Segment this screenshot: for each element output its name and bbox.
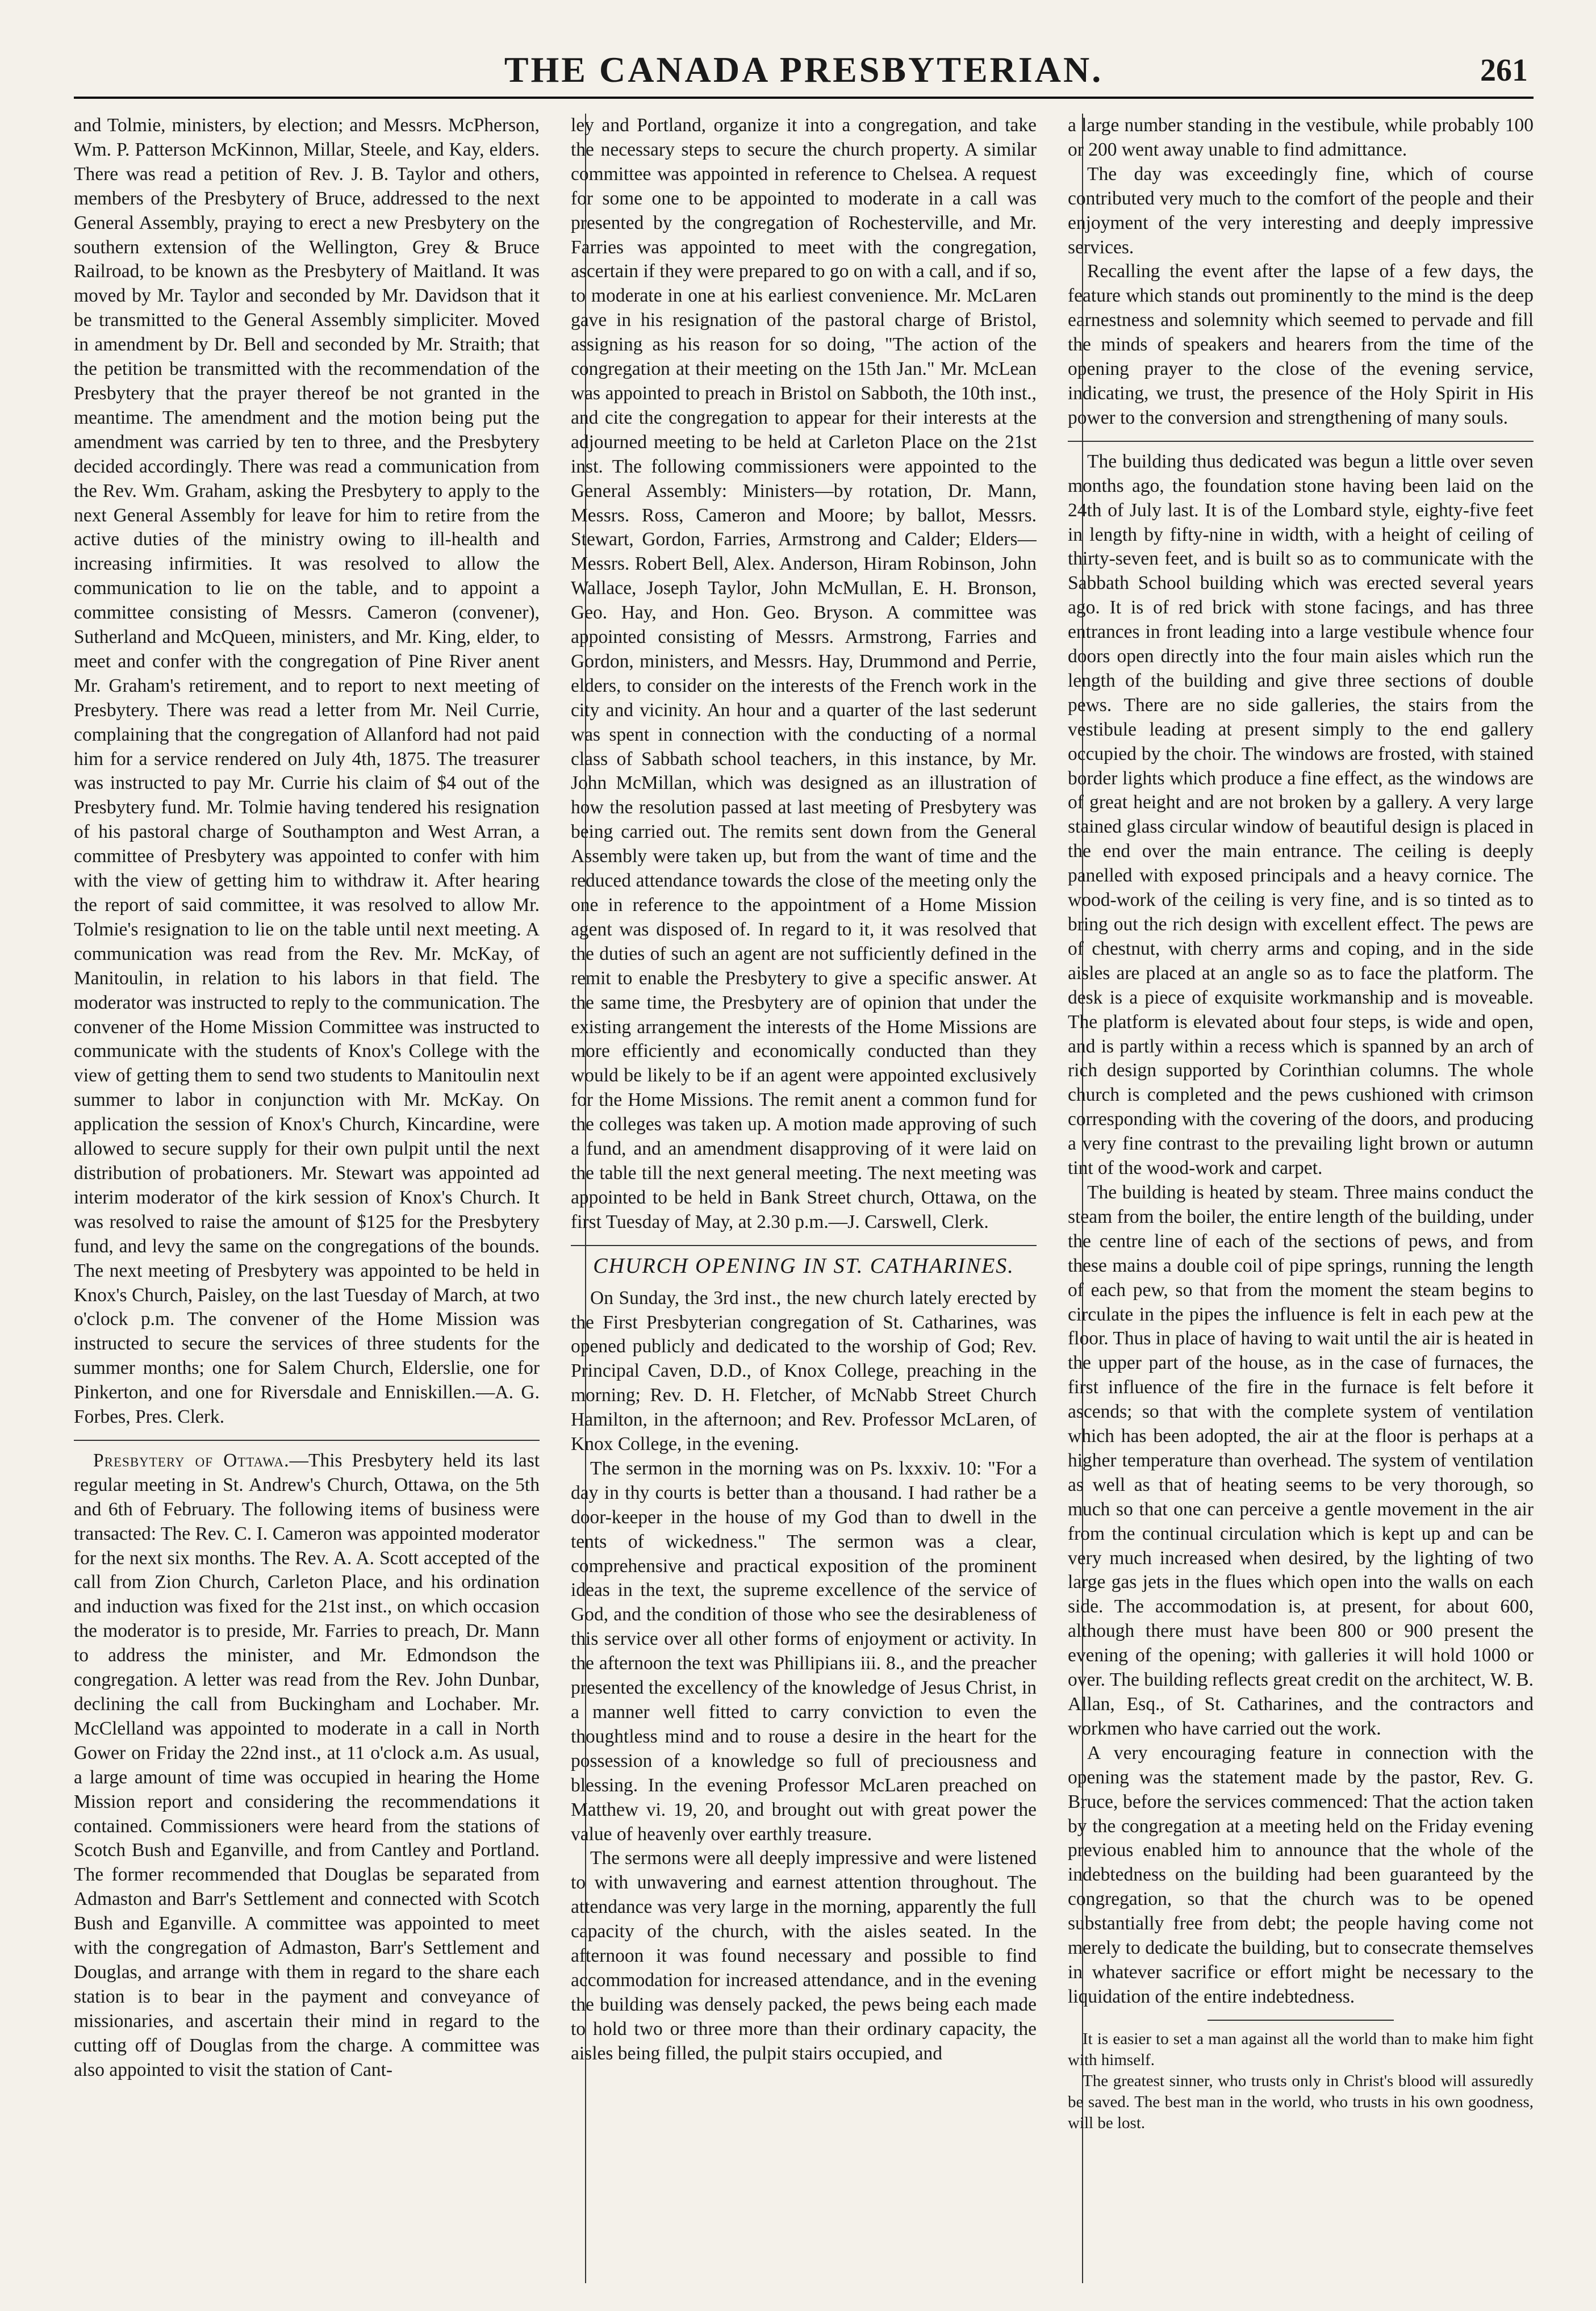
- paragraph: and Tolmie, ministers, by election; and Messrs. McPherson, Wm. P. Patterson McKinnon, Millar, Steele, and Kay, elders. There was read a petition of Rev. J. B. Taylor and others, members of the Presbytery of Bruce, addressed to the next General Assembly, praying to erect a new Presbytery on the southern extension of the Wellington, Grey & Bruce Railroad, to be known as the Presbytery of Maitland. It was moved by Mr. Taylor and seconded by Mr. Davidson that it be transmitted to the General Assembly simpliciter. Moved in amendment by Dr. Bell and seconded by Mr. Straith; that the petition be transmitted with the recommendation of the Presbytery that the prayer thereof be not granted in the meantime. The amendment and the motion being put the amendment was carried by ten to three, and the Presbytery decided accordingly. There was read a communication from the Rev. Wm. Graham, asking the Presbytery to apply to the next General Assembly for leave for him to retire from the active duties of the ministry owing to ill-health and increasing infirmities. It was resolved to allow the communication to lie on the table, and to appoint a committee consisting of Messrs. Cameron (convener), Sutherland and McQueen, ministers, and Mr. King, elder, to meet and confer with the congregation of Pine River anent Mr. Graham's retirement, and to report to next meeting of Presbytery. There was read a letter from Mr. Neil Currie, complaining that the congregation of Allanford had not paid him for a service rendered on July 4th, 1875. The treasurer was instructed to pay Mr. Currie his claim of $4 out of the Presbytery fund. Mr. Tolmie having tendered his resignation of his pastoral charge of Southampton and West Arran, a committee of Presbytery was appointed to confer with him with the view of getting him to withdraw it. After hearing the report of said committee, it was resolved to allow Mr. Tolmie's resignation to lie on the table until next meeting. A communication was read from the Rev. Mr. McKay, of Manitoulin, in relation to his labors in that field. The moderator was instructed to reply to the communication. The convener of the Home Mission Committee was instructed to communicate with the students of Knox's College with the view of getting them to send two students to Manitoulin next summer to labor in conjunction with Mr. McKay. On application the session of Knox's Church, Kincardine, were allowed to secure supply for their own pulpit until the next distribution of probationers. Mr. Stewart was appointed ad interim moderator of the kirk session of Knox's Church. It was resolved to raise the amount of $125 for the Presbytery fund, and levy the same on the congregations of the bounds. The next meeting of Presbytery was appointed to be held in Knox's Church, Paisley, on the last Tuesday of March, at two o'clock p.m. The convener of the Home Mission was instructed to secure the services of three students for the summer months; one for Salem Church, Elderslie, one for Pinkerton, and one for Riversdale and Enniskillen.—A. G. Forbes, Pres. Clerk.: [74, 115, 540, 1428]
- column-2: [571, 114, 1037, 2289]
- paragraph: ley and Portland, organize it into a congregation, and take the necessary steps to secure the church property. A similar committee was appointed in reference to Chelsea. A request for some one to be appointed to moderate in a call was presented by the congregation of Rochesterville, and Mr. Farries was appointed to meet with the congregation, ascertain if they were prepared to go on with a call, and if so, to moderate in one at his earliest convenience. Mr. McLaren gave in his resignation of the pastoral charge of Bristol, assigning as his reason for so doing, "The action of the congregation at their meeting on the 15th Jan." Mr. McLean was appointed to preach in Bristol on Sabboth, the 10th inst., and cite the congregation to appear for their interests at the adjourned meeting to be held at Carleton Place on the 21st inst. The following commissioners were appointed to the General Assembly: Ministers—by rotation, Dr. Mann, Messrs. Ross, Cameron and Moore; by ballot, Messrs. Stewart, Gordon, Farries, Armstrong and Calder; Elders—Messrs. Robert Bell, Alex. Anderson, Hiram Robinson, John Wallace, Joseph Taylor, John McMullan, E. H. Bronson, Geo. Hay, and Hon. Geo. Bryson. A committee was appointed consisting of Messrs. Armstrong, Farries and Gordon, ministers, and Messrs. Hay, Drummond and Perrie, elders, to consider on the interests of the French work in the city and vicinity. An hour and a quarter of the last sederunt was spent in connection with the conducting of a normal class of Sabbath school teachers, in this instance, by Mr. John McMillan, which was designed as an illustration of how the resolution passed at last meeting of Presbytery was being carried out. The remits sent down from the General Assembly were taken up, but from the want of time and the reduced attendance towards the close of the meeting only the one in reference to the appointment of a Home Mission agent was disposed of. In regard to it, it was resolved that the duties of such an agent are not sufficiently defined in the remit to enable the Presbytery to give a specific answer. At the same time, the Presbytery are of opinion that under the existing arrangement the interests of the Home Missions are more efficiently and economically conducted than they would be likely to be if an agent were appointed exclusively for the Home Missions. The remit anent a common fund for the colleges was taken up. A motion made approving of such a fund, and an amendment disapproving of it were laid on the table till the next general meeting. The next meeting was appointed to be held in Bank Street church, Ottawa, on the first Tuesday of May, at 2.30 p.m.—J. Carswell, Clerk.: [571, 115, 1037, 1232]
- report-body: —This Presbytery held its last regular meeting in St. Andrew's Church, Ottawa, on the 5th and 6th of February. The following items of business were transacted: The Rev. C. I. Cameron was appointed moderator for the next six months. The Rev. A. A. Scott accepted of the call from Zion Church, Carleton Place, and his ordination and induction was fixed for the 21st inst., on which occasion the moderator is to preside, Mr. Farries to preach, Dr. Mann to address the minister, and Mr. Edmondson the congregation. A letter was read from the Rev. John Dunbar, declining the call from Buckingham and Lochaber. Mr. McClelland was appointed to moderate in a call in North Gower on Friday the 22nd inst., at 11 o'clock a.m. As usual, a large amount of time was occupied in hearing the Home Mission report and considering the recommendations it contained. Commissioners were heard from the stations of Scotch Bush and Eganville, and from Cantley and Portland. The former recommended that Douglas be separated from Admaston and Barr's Settlement and connected with Scotch Bush and Eganville. A committee was appointed to meet with the congregation of Admaston, Barr's Settlement and Douglas, and arrange with them in regard to the share each station is to bear in the payment and conveyance of missionaries, and ascertain their mind in regard to the cutting off of Douglas from the charge. A committee was also appointed to visit the station of Cant-: [74, 1449, 540, 2080]
- page-title: THE CANADA PRESBYTERIAN.: [504, 49, 1104, 90]
- note: The greatest sinner, who trusts only in Christ's blood will assuredly be saved. The best man in the world, who trusts in his own goodness, will be lost.: [1068, 2071, 1534, 2132]
- note: It is easier to set a man against all the world than to make him fight with himself.: [1068, 2029, 1534, 2069]
- paragraph: [74, 1449, 540, 2083]
- divider: [74, 1440, 540, 1441]
- report-lead: Presbytery of Ottawa.: [93, 1449, 290, 1471]
- page-number: 261: [1480, 53, 1528, 88]
- article-columns: [74, 114, 1534, 2289]
- divider: [1208, 2020, 1394, 2021]
- divider: [1068, 441, 1534, 442]
- paragraph: The sermon in the morning was on Ps. lxxxiv. 10: "For a day in thy courts is better than a thousand. I had rather be a door-keeper in the house of my God than to dwell in the tents of wickedness." The sermon was a clear, comprehensive and practical exposition of the prominent ideas in the text, the supreme excellence of the service of God, and the condition of those who see the desirableness of this service over all other forms of enjoyment or activity. In the afternoon the text was Phillipians iii. 8., and the preacher presented the excellency of the knowledge of Jesus Christ, in a manner well fitted to carry conviction to even the thoughtless mind and to rouse a desire in the heart for the possession of a knowledge so full of preciousness and blessing. In the evening Professor McLaren preached on Matthew vi. 19, 20, and brought out with great power the value of heavenly over earthly treasure.: [571, 1457, 1037, 1845]
- divider: [571, 1245, 1037, 1246]
- paragraph: The day was exceedingly fine, which of course contributed very much to the comfort of the people and their enjoyment of the very interesting and deeply impressive services.: [1068, 163, 1534, 258]
- section-heading: CHURCH OPENING IN ST. CATHARINES.: [593, 1253, 1014, 1278]
- paragraph: Recalling the event after the lapse of a few days, the feature which stands out prominently to the mind is the deep earnestness and solemnity which seemed to pervade and fill the minds of speakers and hearers from the time of the opening prayer to the close of the evening service, indicating, we trust, the presence of the Holy Spirit in His power to the conversion and strengthening of many souls.: [1068, 261, 1534, 428]
- paragraph: On Sunday, the 3rd inst., the new church lately erected by the First Presbyterian congregation of St. Catharines, was opened publicly and dedicated to the worship of God; Rev. Principal Caven, D.D., of Knox College, preaching in the morning; Rev. D. H. Fletcher, of McNabb Street Church Hamilton, in the afternoon; and Rev. Professor McLaren, of Knox College, in the evening.: [571, 1287, 1037, 1455]
- paragraph: A very encouraging feature in connection with the opening was the statement made by the pastor, Rev. G. Bruce, before the services commenced: That the action taken by the congregation at a meeting held on the Friday evening previous enabled him to announce that the whole of the indebtedness on the building had been guaranteed by the congregation, so that the church was to be opened substantially free from debt; the people having come not merely to dedicate the building, but to consecrate themselves in whatever sacrifice or effort might be necessary to the liquidation of the entire indebtedness.: [1068, 1742, 1534, 2007]
- paragraph: The building is heated by steam. Three mains conduct the steam from the boiler, the entire length of the building, under the centre line of each of the sections of pews, and from these mains a double coil of pipe springs, running the length of each pew, so that from the moment the steam begins to circulate in the pipes the influence is felt in each pew at the floor. Thus in place of having to wait until the air is heated in the upper part of the house, as in the case of furnaces, the first influence of the fire in the furnace is felt before it ascends; so that with the complete system of ventilation which has been adopted, the air at the floor is perhaps at a higher temperature than overhead. The system of ventilation as well as that of heating seems to be very thorough, so much so that one can perceive a gentle movement in the air from the continual circulation which is kept up and can be very much increased when desired, by the lighting of two large gas jets in the flues which open into the walls on each side. The accommodation is, at present, for about 600, although there must have been 800 or 900 present the evening of the opening; with galleries it will hold 1000 or over. The building reflects great credit on the architect, W. B. Allan, Esq., of St. Catharines, and the contractors and workmen who have carried out the work.: [1068, 1181, 1534, 1739]
- masthead: [74, 45, 1534, 99]
- column-3: [1068, 114, 1534, 2289]
- paragraph: a large number standing in the vestibule, while probably 100 or 200 went away unable to find admittance.: [1068, 115, 1534, 160]
- paragraph: The sermons were all deeply impressive and were listened to with unwavering and earnest attention throughout. The attendance was very large in the morning, apparently the full capacity of the church, with the aisles seated. In the afternoon it was found necessary and possible to find accommodation for increased attendance, and in the evening the building was densely packed, the pews being each made to hold two or three more than their ordinary capacity, the aisles being filled, the pulpit stairs occupied, and: [571, 1848, 1037, 2064]
- filler-notes: [1068, 2029, 1534, 2134]
- paragraph: The building thus dedicated was begun a little over seven months ago, the foundation stone having been laid on the 24th of July last. It is of the Lombard style, eighty-five feet in length by fifty-nine in width, with a height of ceiling of thirty-seven feet, and is built so as to communicate with the Sabbath School building which was erected several years ago. It is of red brick with stone facings, and has three entrances in front leading into a large vestibule whence four doors open directly into the four main aisles which run the length of the building and give three sections of double pews. There are no side galleries, the stairs from the vestibule leading at present simply to the end gallery occupied by the choir. The windows are frosted, with stained border lights which produce a fine effect, as the windows are of great height and are not broken by a gallery. A very large stained glass circular window of beautiful design is placed in the end over the main entrance. The ceiling is deeply panelled with exposed principals and a heavy cornice. The wood-work of the ceiling is very fine, and is so tinted as to bring out the rich design with excellent effect. The pews are of chestnut, with cherry arms and coping, and in the side aisles are placed at an angle so as to face the platform. The desk is a piece of exquisite workmanship and is moveable. The platform is elevated about four steps, is wide and open, and is partly within a recess which is spanned by an arch of rich design supported by Corinthian columns. The whole church is completed and the pews cushioned with crimson corresponding with the covering of the doors, and producing a very fine contrast to the prevailing light brown or autumn tint of the wood-work and carpet.: [1068, 450, 1534, 1179]
- column-1: [74, 114, 540, 2289]
